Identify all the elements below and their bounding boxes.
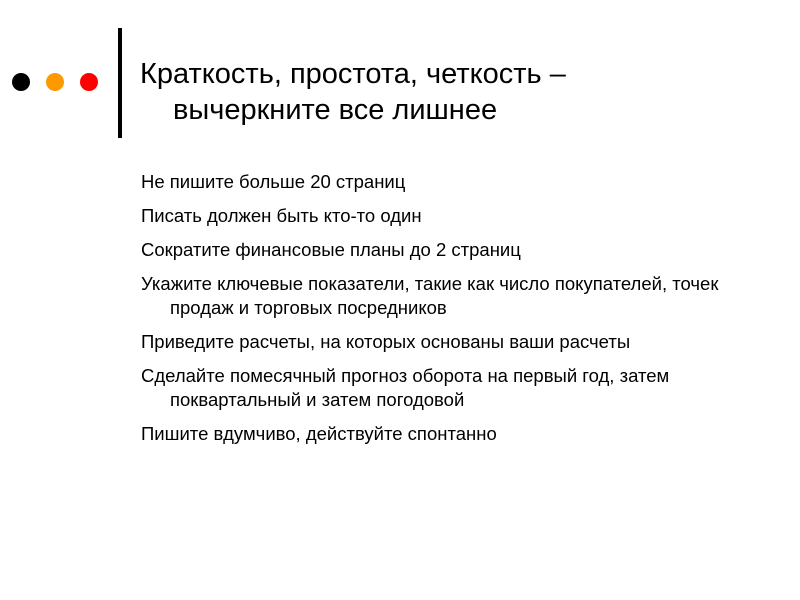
bullet-item: Не пишите больше 20 страниц — [141, 171, 406, 192]
red-dot-icon — [80, 73, 98, 91]
bullet-list — [141, 170, 761, 456]
slide-title — [140, 56, 760, 128]
bullet-item: Писать должен быть кто-то один — [141, 205, 422, 226]
title-divider-bar — [118, 28, 122, 138]
bullet-item: Сделайте помесячный прогноз оборота на первый год, затем поквартальный и затем погодовой — [141, 365, 670, 410]
bullet-item: Пишите вдумчиво, действуйте спонтанно — [141, 423, 497, 444]
bullet-item: Укажите ключевые показатели, такие как число покупателей, точек продаж и торговых посредников — [141, 273, 719, 318]
bullet-item: Приведите расчеты, на которых основаны ваши расчеты — [141, 331, 631, 352]
slide-title-line-2: вычеркните все лишнее — [173, 94, 498, 126]
slide-title-line-1: Краткость, простота, четкость – — [140, 58, 566, 90]
black-dot-icon — [12, 73, 30, 91]
orange-dot-icon — [46, 73, 64, 91]
bullet-item: Сократите финансовые планы до 2 страниц — [141, 239, 521, 260]
